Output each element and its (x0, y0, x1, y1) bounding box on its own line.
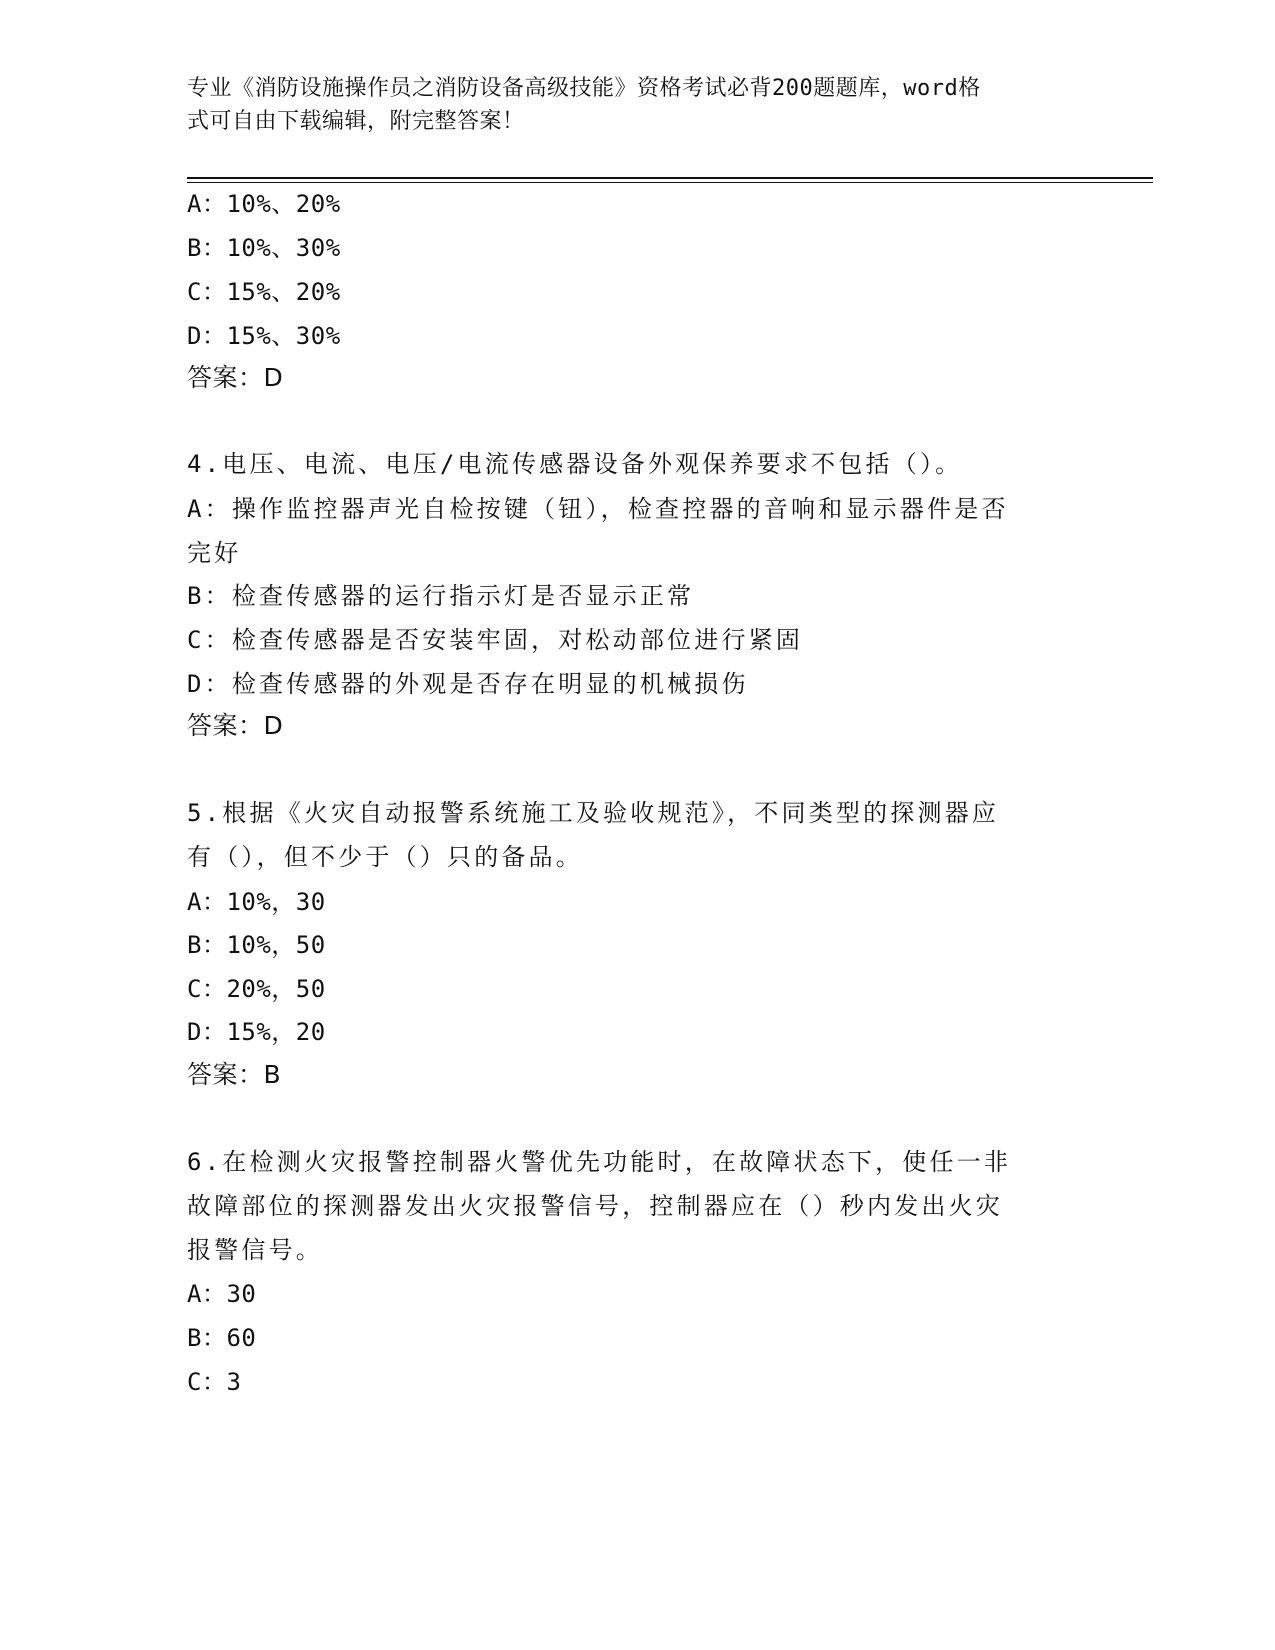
q3-answer: 答案：D (187, 363, 284, 392)
q3-option-b: B：10%、30% (187, 234, 341, 262)
q3-option-c: C：15%、20% (187, 278, 341, 306)
q5-stem-line-2: 有（），但不少于（）只的备品。 (187, 843, 583, 871)
q5-stem-line-1: 5.根据《火灾自动报警系统施工及验收规范》，不同类型的探测器应 (187, 799, 1000, 827)
q3-option-d: D：15%、30% (187, 322, 341, 350)
q6-option-a: A：30 (187, 1280, 257, 1308)
q4-answer: 答案：D (187, 711, 284, 740)
q5-option-d: D：15%，20 (187, 1018, 326, 1046)
q3-option-a: A：10%、20% (187, 190, 341, 218)
q6-option-b: B：60 (187, 1324, 257, 1352)
q4-option-c: C：检查传感器是否安装牢固，对松动部位进行紧固 (187, 626, 804, 654)
q6-stem-line-3: 报警信号。 (187, 1236, 323, 1264)
q6-stem-line-2: 故障部位的探测器发出火灾报警信号，控制器应在（）秒内发出火灾 (187, 1192, 1003, 1220)
header-divider-thin (187, 182, 1153, 183)
q4-option-a-line-2: 完好 (187, 539, 242, 567)
q4-option-b: B：检查传感器的运行指示灯是否显示正常 (187, 582, 695, 610)
q4-stem: 4.电压、电流、电压/电流传感器设备外观保养要求不包括（）。 (187, 450, 963, 478)
q4-option-a-line-1: A：操作监控器声光自检按键（钮），检查控器的音响和显示器件是否 (187, 495, 1009, 523)
q5-option-b: B：10%，50 (187, 931, 326, 959)
header-title-line-1: 专业《消防设施操作员之消防设备高级技能》资格考试必背200题题库，word格 (187, 76, 981, 101)
q4-option-d: D：检查传感器的外观是否存在明显的机械损伤 (187, 670, 749, 698)
q5-answer: 答案：B (187, 1060, 282, 1089)
document-header (187, 72, 1067, 138)
q5-option-a: A：10%，30 (187, 888, 326, 916)
q6-stem-line-1: 6.在检测火灾报警控制器火警优先功能时，在故障状态下，使任一非 (187, 1148, 1012, 1176)
q5-option-c: C：20%，50 (187, 975, 326, 1003)
header-divider-thick (187, 177, 1153, 179)
header-title-line-2: 式可自由下载编辑，附完整答案！ (187, 109, 525, 134)
q6-option-c: C：3 (187, 1368, 242, 1396)
